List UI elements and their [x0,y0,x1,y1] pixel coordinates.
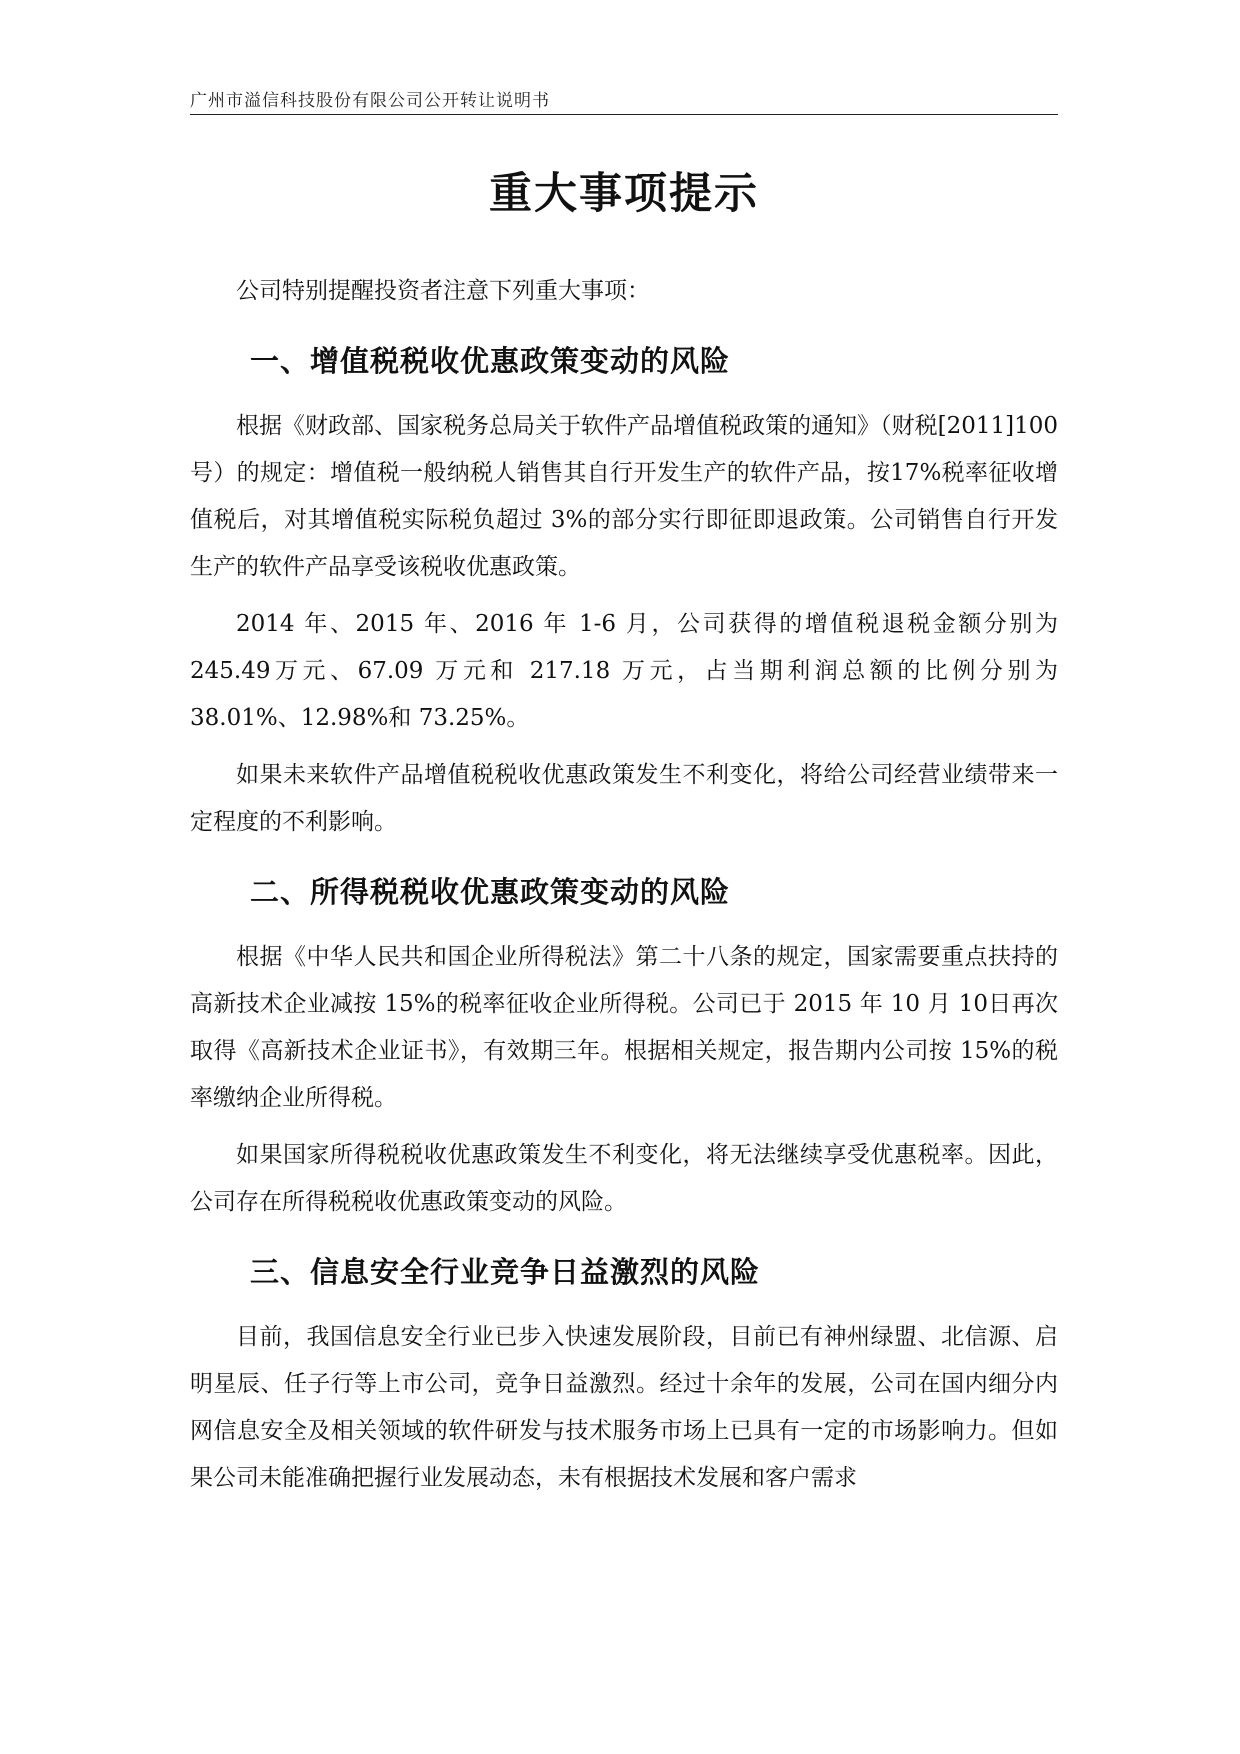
section-heading: 三、信息安全行业竞争日益激烈的风险 [250,1255,761,1289]
page-title: 重大事项提示 [489,169,759,219]
paragraph: 目前，我国信息安全行业已步入快速发展阶段，目前已有神州绿盟、北信源、启明星辰、任子行等上市公司，竞争日益激烈。经过十余年的发展，公司在国内细分内网信息安全及相关领域的软件研发与技术服务市场上已具有一定的市场影响力。但如果公司未能准确把握行业发展动态，未有根据技术发展和客户需求 [190,1324,1058,1491]
header-divider [190,114,1058,115]
paragraph: 2014 年、2015 年、2016 年 1-6 月，公司获得的增值税退税金额分别为 245.49万元、67.09 万元和 217.18 万元，占当期利润总额的比例分别为 38.01%、12.98%和 73.25%。 [190,611,1058,731]
paragraph: 如果国家所得税税收优惠政策发生不利变化，将无法继续享受优惠税率。因此，公司存在所得税税收优惠政策变动的风险。 [190,1142,1058,1215]
section-heading: 一、增值税税收优惠政策变动的风险 [250,344,731,378]
paragraph: 根据《中华人民共和国企业所得税法》第二十八条的规定，国家需要重点扶持的高新技术企业减按 15%的税率征收企业所得税。公司已于 2015 年 10 月 10日再次取得《高新技术企业证书》，有效期三年。根据相关规定，报告期内公司按 15%的税率缴纳企业所得税。 [190,944,1058,1111]
section-competition-risk [190,1252,1058,1502]
section-vat-risk [190,341,1058,846]
running-header: 广州市溢信科技股份有限公司公开转让说明书 [190,91,550,111]
section-heading: 二、所得税税收优惠政策变动的风险 [250,875,731,909]
paragraph: 根据《财政部、国家税务总局关于软件产品增值税政策的通知》（财税[2011]100 号）的规定：增值税一般纳税人销售其自行开发生产的软件产品，按17%税率征收增值税后，对其增值税实际税负超过 3%的部分实行即征即退政策。公司销售自行开发生产的软件产品享受该税收优惠政策。 [190,413,1058,580]
section-income-tax-risk [190,872,1058,1226]
document-body [190,268,1058,1512]
paragraph: 如果未来软件产品增值税税收优惠政策发生不利变化，将给公司经营业绩带来一定程度的不利影响。 [190,762,1058,835]
intro-paragraph: 公司特别提醒投资者注意下列重大事项： [236,278,650,304]
